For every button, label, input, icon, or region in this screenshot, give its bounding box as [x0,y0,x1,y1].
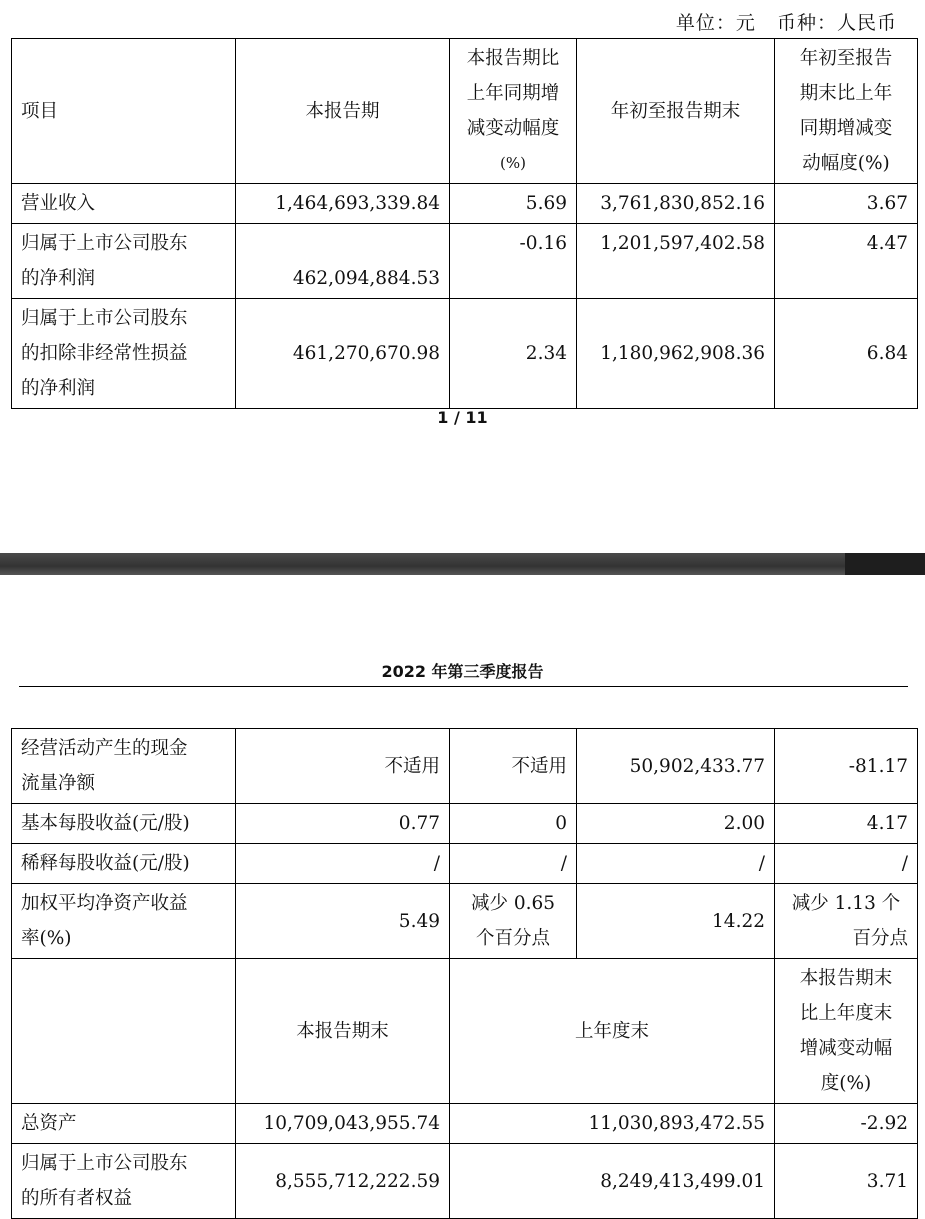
cell-ytd-change: -81.17 [775,729,918,804]
header-prior-year-end: 上年度末 [450,959,775,1104]
row-label: 基本每股收益(元/股) [12,804,236,844]
financial-table-page2 [11,728,918,1219]
table-row [12,1104,918,1144]
table-row [12,844,918,884]
cell-ytd: 14.22 [577,884,775,959]
table-row [12,224,918,299]
currency-label: 币种：人民币 [776,12,897,34]
header-current-change: 本报告期比 上年同期增 减变动幅度 (%) [450,39,577,184]
cell-current: 5.49 [236,884,450,959]
page-separator [0,553,925,575]
cell-ytd-change: / [775,844,918,884]
table-row [12,1144,918,1219]
cell-current: 462,094,884.53 [236,224,450,299]
report-title: 2022 年第三季度报告 [381,662,544,681]
table-row [12,299,918,409]
cell-current-change: 减少 0.65 个百分点 [450,884,577,959]
page-separator-end [845,553,925,575]
header-blank [12,959,236,1104]
row-label: 稀释每股收益(元/股) [12,844,236,884]
cell-ytd: 1,180,962,908.36 [577,299,775,409]
cell-current-change: 2.34 [450,299,577,409]
cell-current-change: 5.69 [450,184,577,224]
row-label: 总资产 [12,1104,236,1144]
cell-ytd-change: 4.17 [775,804,918,844]
header-period-end: 本报告期末 [236,959,450,1104]
cell-ytd: 50,902,433.77 [577,729,775,804]
cell-balance-change: 3.71 [775,1144,918,1219]
cell-current: 0.77 [236,804,450,844]
cell-ytd-change: 6.84 [775,299,918,409]
cell-period-end: 10,709,043,955.74 [236,1104,450,1144]
row-label: 归属于上市公司股东 的所有者权益 [12,1144,236,1219]
cell-current-change: / [450,844,577,884]
cell-current: 461,270,670.98 [236,299,450,409]
table-header-row [12,39,918,184]
cell-ytd: 1,201,597,402.58 [577,224,775,299]
row-label: 经营活动产生的现金 流量净额 [12,729,236,804]
balance-header-row [12,959,918,1104]
table-row [12,804,918,844]
unit-currency-line [676,8,897,35]
cell-ytd-change: 4.47 [775,224,918,299]
cell-current: 1,464,693,339.84 [236,184,450,224]
table-row [12,184,918,224]
cell-current: 不适用 [236,729,450,804]
header-ytd: 年初至报告期末 [577,39,775,184]
cell-ytd-change: 减少 1.13 个 百分点 [775,884,918,959]
cell-current-change: 不适用 [450,729,577,804]
header-balance-change: 本报告期末 比上年度末 增减变动幅 度(%) [775,959,918,1104]
cell-period-end: 8,555,712,222.59 [236,1144,450,1219]
header-item: 项目 [12,39,236,184]
row-label: 归属于上市公司股东 的扣除非经常性损益 的净利润 [12,299,236,409]
unit-label: 单位：元 [675,12,756,34]
cell-ytd: 3,761,830,852.16 [577,184,775,224]
cell-current-change: -0.16 [450,224,577,299]
cell-current: / [236,844,450,884]
page-number: 1 / 11 [437,408,488,427]
cell-prior-year-end: 11,030,893,472.55 [450,1104,775,1144]
row-label: 加权平均净资产收益 率(%) [12,884,236,959]
cell-ytd: / [577,844,775,884]
cell-current-change: 0 [450,804,577,844]
header-current-period: 本报告期 [236,39,450,184]
title-divider [19,686,908,687]
financial-table-page1 [11,38,918,409]
table-row [12,884,918,959]
cell-ytd: 2.00 [577,804,775,844]
cell-ytd-change: 3.67 [775,184,918,224]
table-row [12,729,918,804]
row-label: 归属于上市公司股东 的净利润 [12,224,236,299]
row-label: 营业收入 [12,184,236,224]
header-ytd-change: 年初至报告 期末比上年 同期增减变 动幅度(%) [775,39,918,184]
cell-prior-year-end: 8,249,413,499.01 [450,1144,775,1219]
cell-balance-change: -2.92 [775,1104,918,1144]
